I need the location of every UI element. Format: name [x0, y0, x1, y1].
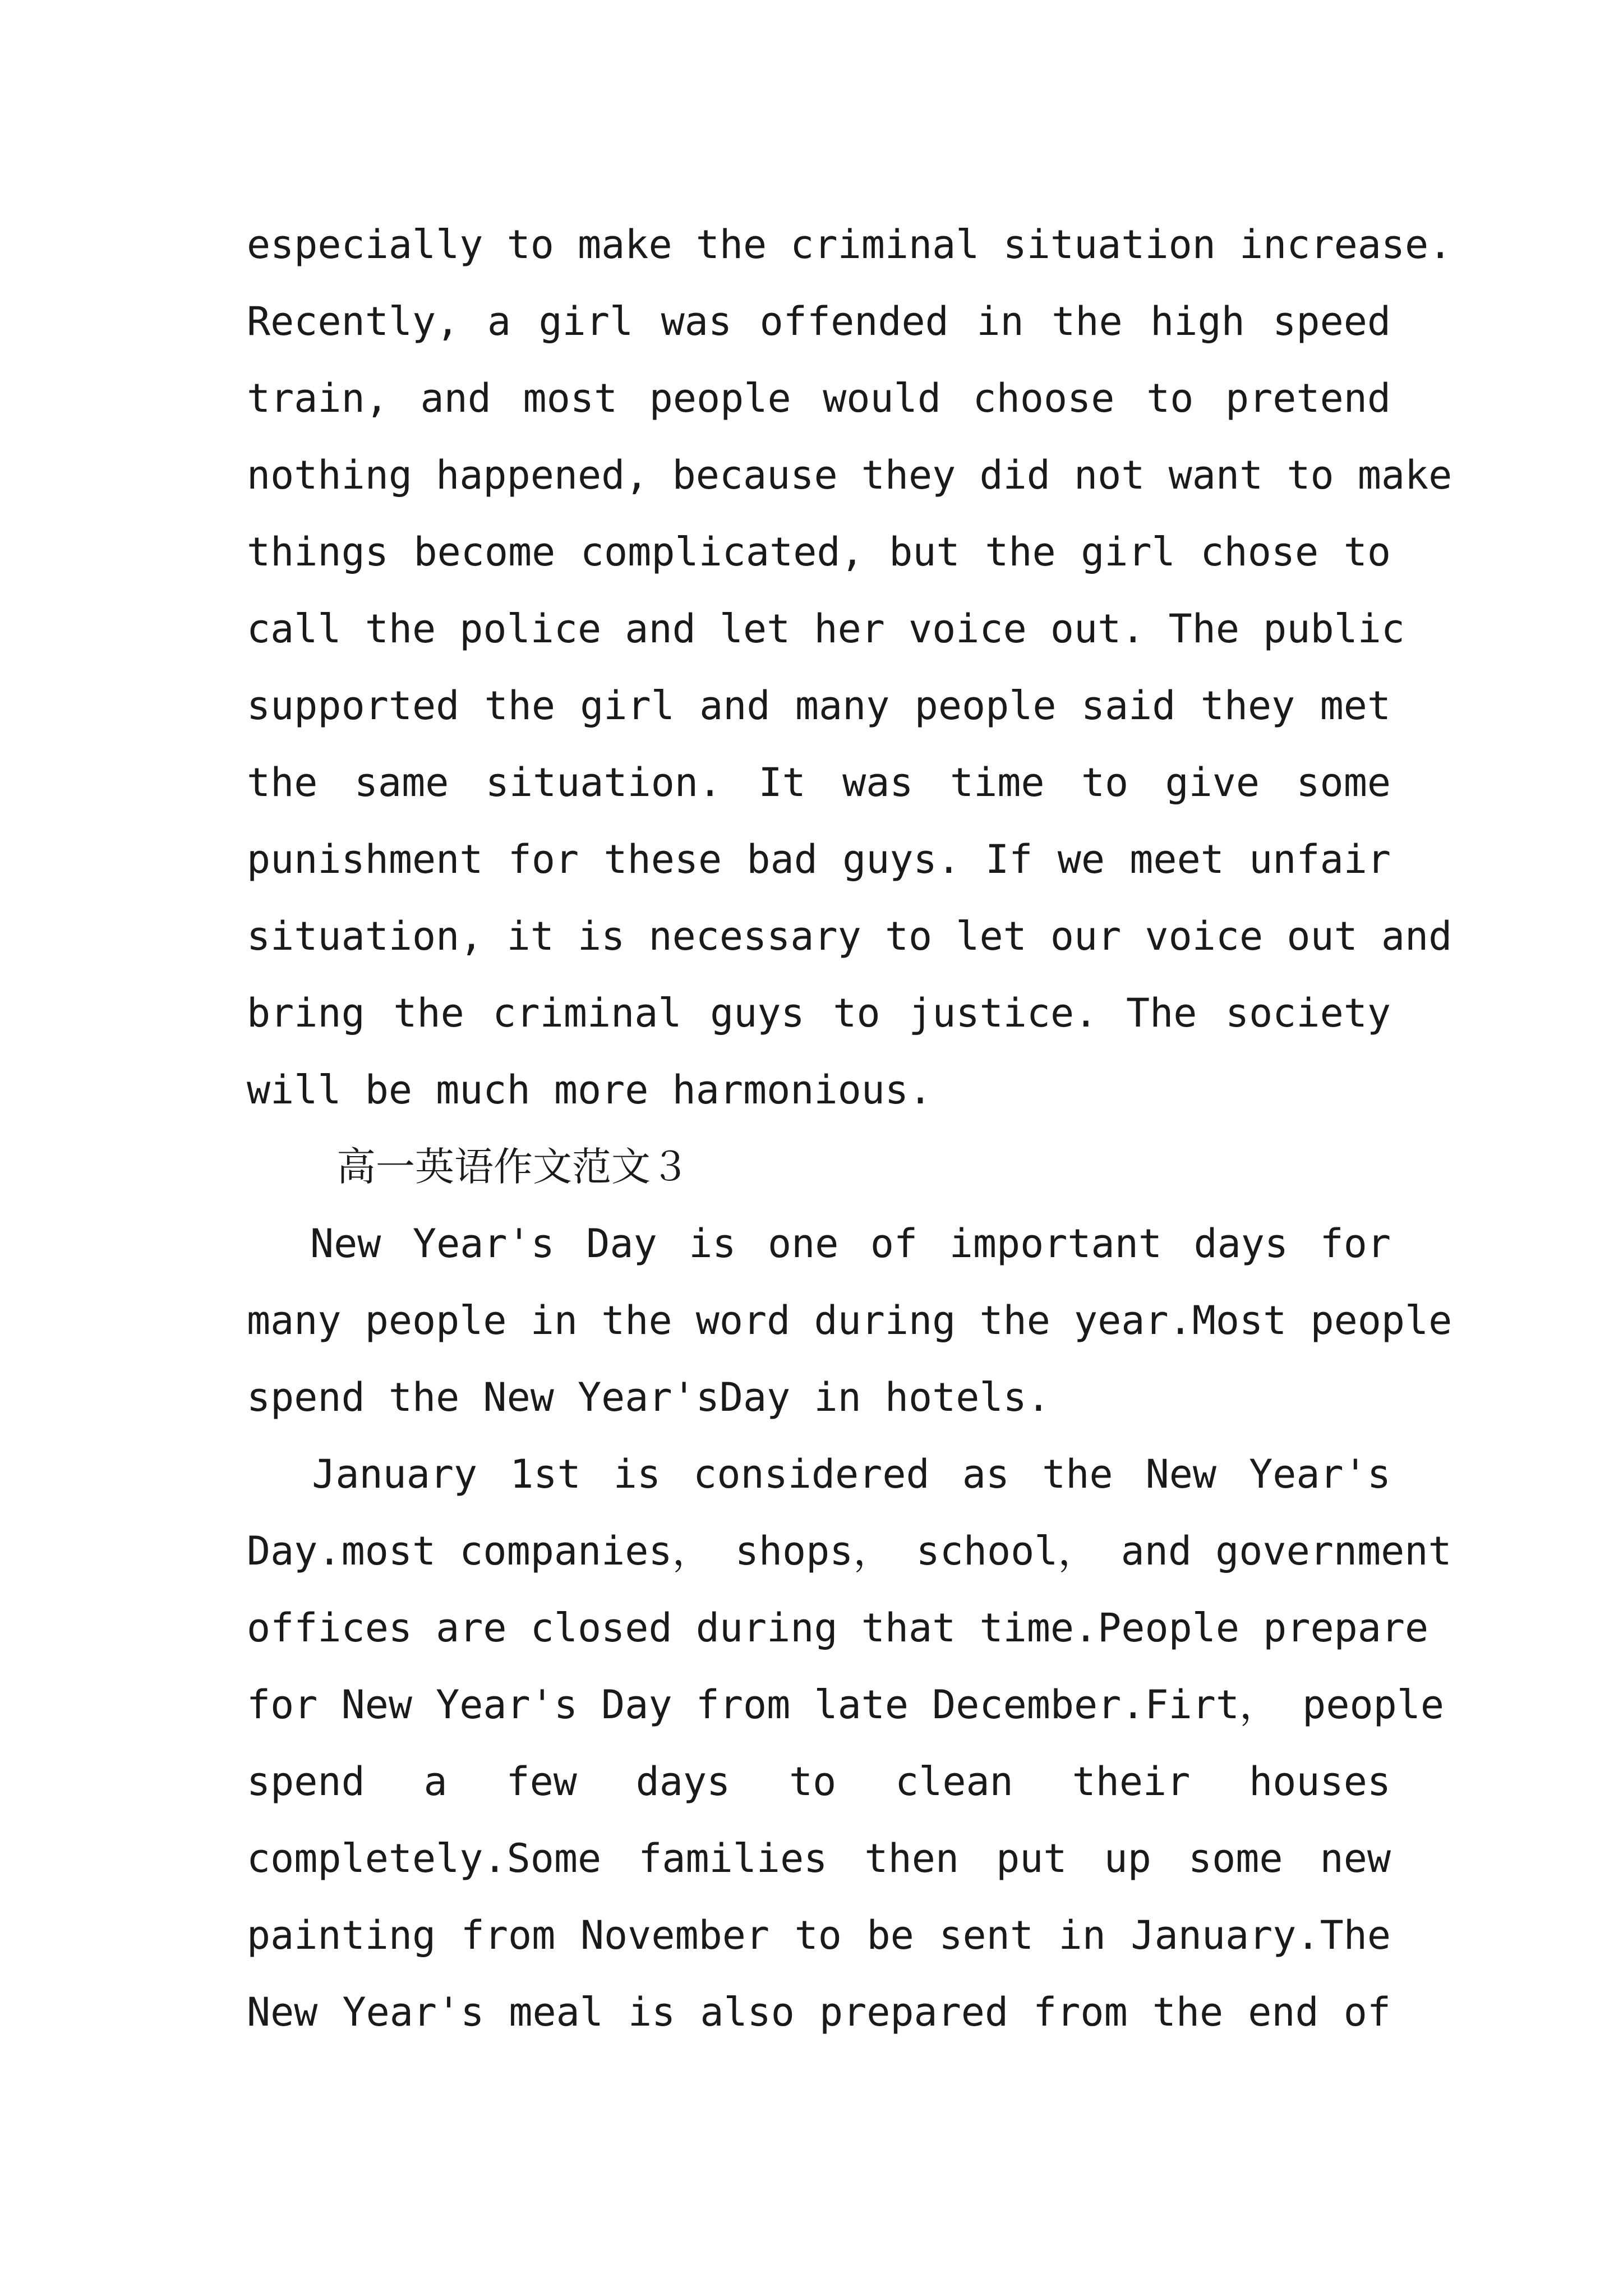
paragraph-line: nothing happened, because they did not want to make [247, 452, 1453, 498]
paragraph-line: New Year's Day is one of important days for [247, 1221, 1391, 1267]
paragraph-line: things become complicated, but the girl chose to [247, 529, 1391, 575]
paragraph-line: situation, it is necessary to let our voice out and [247, 913, 1453, 959]
paragraph-line: punishment for these bad guys. If we meet unfair [247, 836, 1391, 882]
paragraph-line: January 1st is considered as the New Year's [247, 1451, 1391, 1497]
paragraph-line: spend the New Year'sDay in hotels. [247, 1374, 1050, 1420]
paragraph-3 [247, 1436, 1452, 2051]
paragraph-2 [247, 1205, 1453, 1436]
paragraph-line: for New Year's Day from late December.Firt， people [247, 1682, 1445, 1728]
paragraph-line: supported the girl and many people said they met [247, 683, 1391, 729]
paragraph-line: especially to make the criminal situation increase. [247, 222, 1453, 268]
paragraph-line: the same situation. It was time to give some [247, 760, 1391, 806]
paragraph-line: call the police and let her voice out. The public [247, 606, 1405, 652]
paragraph-line: will be much more harmonious. [247, 1067, 933, 1113]
paragraph-line: completely.Some families then put up some new [247, 1835, 1391, 1881]
paragraph-line: painting from November to be sent in January.The [247, 1912, 1391, 1958]
paragraph-line: Recently, a girl was offended in the high speed [247, 298, 1391, 344]
paragraph-line: spend a few days to clean their houses [247, 1759, 1391, 1805]
paragraph-line: bring the criminal guys to justice. The society [247, 990, 1391, 1036]
paragraph-line: Day.most companies， shops， school， and government [247, 1528, 1452, 1574]
paragraph-1 [247, 206, 1453, 1129]
section-heading: 高一英语作文范文３ [336, 1144, 690, 1190]
paragraph-line: offices are closed during that time.People prepare [247, 1605, 1429, 1651]
paragraph-line: New Year's meal is also prepared from the end of [247, 1989, 1391, 2035]
paragraph-line: many people in the word during the year.Most people [247, 1297, 1453, 1343]
paragraph-line: train, and most people would choose to pretend [247, 375, 1391, 421]
